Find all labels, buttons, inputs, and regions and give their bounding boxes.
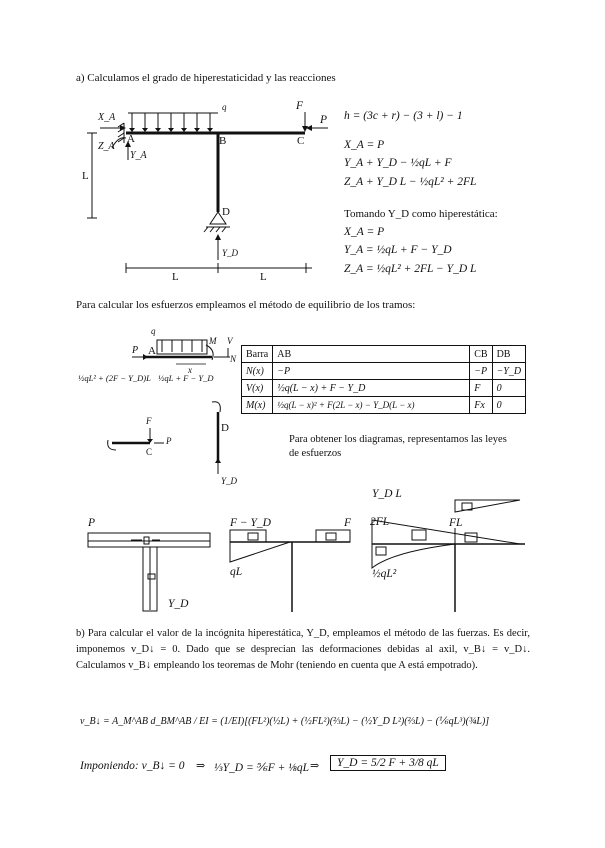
efforts-intro: Para calcular los esfuerzos empleamos el método de equilibrio de los tramos: bbox=[76, 299, 416, 311]
label-xa: X_A bbox=[98, 112, 116, 123]
table-cell: M(x) bbox=[242, 397, 273, 414]
fb-left-shear: ½qL + F − Y_D bbox=[158, 373, 214, 383]
axial-label-p: P bbox=[88, 517, 96, 529]
equation-h: h = (3c + r) − (3 + l) − 1 bbox=[344, 110, 463, 122]
table-cell: ½q(L − x) + F − Y_D bbox=[273, 380, 470, 397]
fb-label-a: A bbox=[148, 345, 156, 357]
table-header: Barra bbox=[242, 346, 273, 363]
implies-arrow-2: ⇒ bbox=[310, 760, 320, 772]
solution-3: Z_A = ½qL² + 2FL − Y_D L bbox=[344, 263, 477, 275]
axial-diagram bbox=[88, 533, 210, 611]
label-l-vertical: L bbox=[82, 170, 89, 182]
table-cell: N(x) bbox=[242, 363, 273, 380]
table-cell: −Y_D bbox=[492, 363, 526, 380]
table-header: DB bbox=[492, 346, 526, 363]
fb-left-moment: ½qL² + (2F − Y_D)L bbox=[78, 373, 151, 383]
table-header: AB bbox=[273, 346, 470, 363]
fb-label-m: M bbox=[209, 336, 217, 346]
table-cell: 0 bbox=[492, 397, 526, 414]
label-q: q bbox=[222, 102, 227, 112]
solution-2: Y_A = ½qL + F − Y_D bbox=[344, 244, 452, 256]
table-cell: F bbox=[470, 380, 492, 397]
equation-1: X_A = P bbox=[344, 139, 385, 151]
fb-label-v: V bbox=[227, 336, 233, 346]
fb-label-c: C bbox=[146, 447, 153, 457]
label-b: B bbox=[219, 135, 227, 147]
axial-label-yd: Y_D bbox=[168, 598, 189, 610]
table-cell: −P bbox=[470, 363, 492, 380]
label-a: A bbox=[127, 133, 135, 145]
fb-label-x: x bbox=[188, 365, 192, 375]
label-d: D bbox=[222, 206, 230, 218]
table-cell: ½q(L − x)² + F(2L − x) − Y_D(L − x) bbox=[273, 397, 470, 414]
implies-arrow-1: ⇒ bbox=[196, 760, 206, 772]
label-za: Z_A bbox=[98, 141, 115, 152]
moment-label-half-ql2: ½qL² bbox=[372, 568, 397, 580]
solution-1: X_A = P bbox=[344, 226, 385, 238]
label-p: P bbox=[320, 114, 328, 126]
label-yd: Y_D bbox=[222, 248, 239, 258]
diagram-note: Para obtener los diagramas, representamos las leyes de esfuerzos bbox=[289, 434, 507, 459]
shear-label-f: F bbox=[344, 517, 352, 529]
label-c: C bbox=[297, 135, 305, 147]
label-ya: Y_A bbox=[130, 150, 147, 161]
fb-label-q: q bbox=[151, 326, 156, 336]
table-header: CB bbox=[470, 346, 492, 363]
shear-diagram bbox=[230, 530, 350, 612]
section-b-paragraph: b) Para calcular el valor de la incógnita hiperestática, Y_D, empleamos el método de las fuerzas. Es decir, imponemos v_D↓ = 0. Dado que se desprecian las deformaciones debidas al axil, v_B↓ = v_D↓. Calculamos v_B↓ empleando los teoremas de Mohr (teniendo en cuenta que A está empotrado). bbox=[76, 628, 530, 671]
result-box: Y_D = 5/2 F + 3/8 qL bbox=[330, 755, 446, 771]
label-l-right: L bbox=[260, 271, 267, 283]
fb-label-p: P bbox=[132, 345, 139, 356]
table-cell: 0 bbox=[492, 380, 526, 397]
mohr-equation: v_B↓ = A_M^AB d_BM^AB / EI = (1/EI)[(FL²)(½L) + (½FL²)(⅔L) − (½Y_D L²)(⅔L) − (⅙qL³)(¾L)] bbox=[80, 716, 490, 727]
shear-label-ql: qL bbox=[230, 566, 243, 578]
moment-label-fl: FL bbox=[449, 517, 463, 529]
equation-3: Z_A + Y_D L − ½qL² + 2FL bbox=[344, 176, 477, 188]
label-l-left: L bbox=[172, 271, 179, 283]
table-cell: V(x) bbox=[242, 380, 273, 397]
table-cell: −P bbox=[273, 363, 470, 380]
fb-label-yd: Y_D bbox=[221, 476, 238, 486]
label-f: F bbox=[296, 100, 304, 112]
hyperstatic-note: Tomando Y_D como hiperestática: bbox=[344, 208, 498, 220]
equation-2: Y_A + Y_D − ½qL + F bbox=[344, 157, 452, 169]
fb-label-f: F bbox=[146, 416, 152, 426]
fb-label-p2: P bbox=[166, 436, 172, 446]
table-cell: Fx bbox=[470, 397, 492, 414]
fb-label-n: N bbox=[230, 354, 237, 364]
shear-label-f-yd: F − Y_D bbox=[230, 517, 271, 529]
section-a-heading: a) Calculamos el grado de hiperestaticidad y las reacciones bbox=[76, 72, 336, 84]
impose-label: Imponiendo: v_B↓ = 0 bbox=[80, 760, 185, 772]
moment-label-ydl: Y_D L bbox=[372, 488, 402, 500]
moment-label-2fl: 2FL bbox=[370, 516, 390, 528]
fb-label-d: D bbox=[221, 422, 229, 434]
impose-step: ⅓Y_D = ⅚F + ⅛qL bbox=[214, 762, 310, 774]
